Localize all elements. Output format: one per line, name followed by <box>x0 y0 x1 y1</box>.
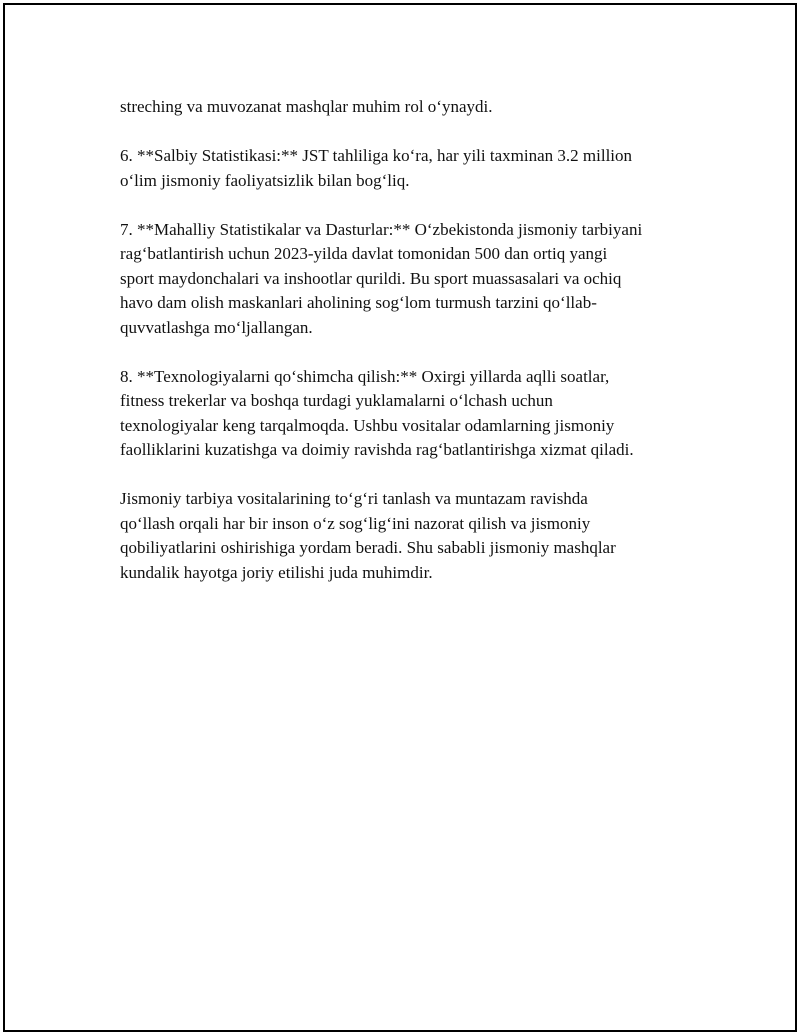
document-body <box>120 95 700 610</box>
paragraph-item-8: 8. **Texnologiyalarni qo‘shimcha qilish:** Oxirgi yillarda aqlli soatlar, fitness trekerlar va boshqa turdagi yuklamalarni o‘lchash uchun texnologiyalar keng tarqalmoqda. Ushbu vositalar odamlarning jismoniy faolliklarini kuzatishga va doimiy ravishda rag‘batlantirishga xizmat qiladi. <box>120 366 634 459</box>
paragraph-item-6: 6. **Salbiy Statistikasi:** JST tahliliga ko‘ra, har yili taxminan 3.2 million o‘lim jismoniy faoliyatsizlik bilan bog‘liq. <box>120 146 633 190</box>
paragraph-continuation: streching va muvozanat mashqlar muhim rol o‘ynaydi. <box>120 97 493 116</box>
document-page <box>3 3 797 1032</box>
paragraph-conclusion: Jismoniy tarbiya vositalarining to‘g‘ri tanlash va muntazam ravishda qo‘llash orqali har bir inson o‘z sog‘lig‘ini nazorat qilish va jismoniy qobiliyatlarini oshirishiga yordam beradi. Shu sababli jismoniy mashqlar kundalik hayotga joriy etilishi juda muhimdir. <box>120 489 616 582</box>
paragraph-item-7: 7. **Mahalliy Statistikalar va Dasturlar:** O‘zbekistonda jismoniy tarbiyani rag‘batlantirish uchun 2023-yilda davlat tomonidan 500 dan ortiq yangi sport maydonchalari va inshootlar qurildi. Bu sport muassasalari va ochiq havo dam olish maskanlari aholining sog‘lom turmush tarzini qo‘llab- quvvatlashga mo‘ljallangan. <box>120 219 643 337</box>
